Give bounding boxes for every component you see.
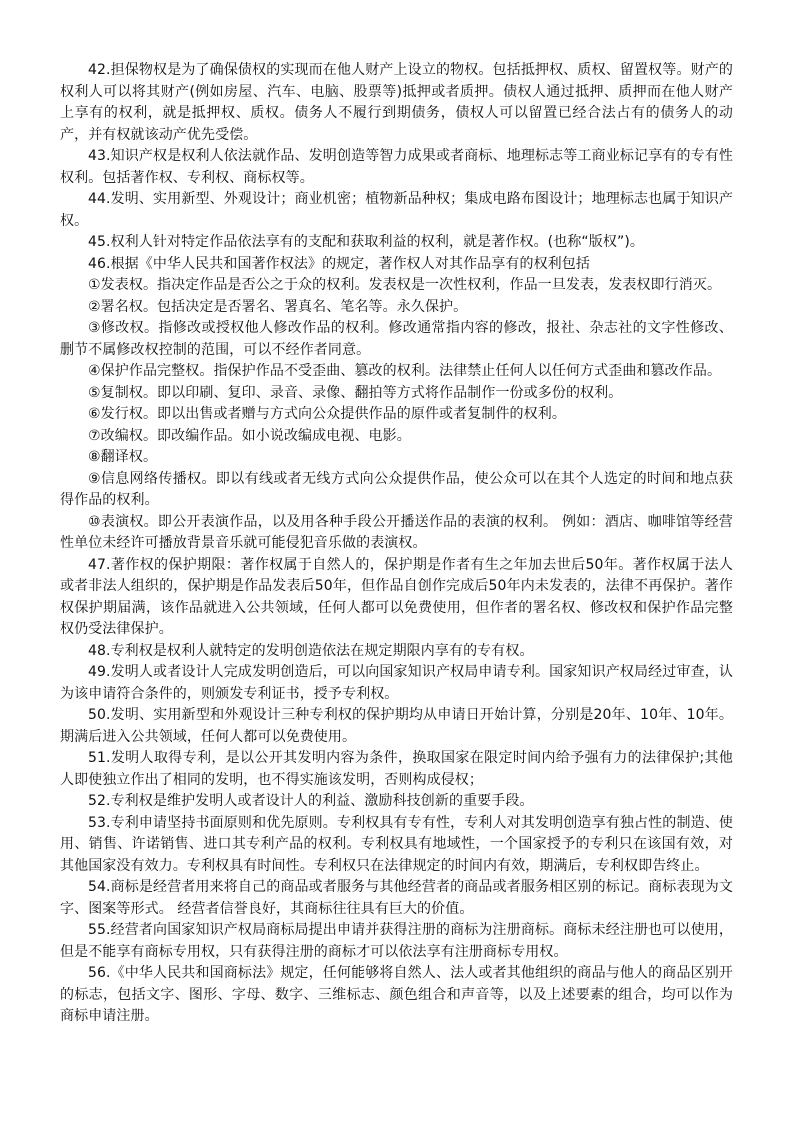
list-item-performance-right: ⑩表演权。即公开表演作品，以及用各种手段公开播送作品的表演的权利。 例如：酒店、咖啡馆等经营性单位未经许可播放背景音乐就可能侵犯音乐做的表演权。 (60, 513, 733, 551)
paragraph-43: 43.知识产权是权利人依法就作品、发明创造等智力成果或者商标、地理标志等工商业标记享有的专有性权利。包括著作权、专利权、商标权等。 (60, 148, 733, 186)
list-item-integrity-right: ④保护作品完整权。指保护作品不受歪曲、篡改的权利。法律禁止任何人以任何方式歪曲和篡改作品。 (88, 363, 722, 379)
list-item-distribution-right: ⑥发行权。即以出售或者赠与方式向公众提供作品的原件或者复制件的权利。 (88, 406, 566, 422)
list-item-authorship-right: ②署名权。包括决定是否署名、署真名、笔名等。永久保护。 (88, 298, 468, 315)
paragraph-46: 46.根据《中华人民共和国著作权法》的规定，著作权人对其作品享有的权利包括 (88, 255, 590, 272)
paragraph-42: 42.担保物权是为了确保债权的实现而在他人财产上设立的物权。包括抵押权、质权、留置权等。财产的权利人可以将其财产(例如房屋、汽车、电脑、股票等)抵押或者质押。债权人通过抵押、质押而在他人财产上享有的权利，就是抵押权、质权。债务人不履行到期债务，债权人可以留置已经合法占有的债务人的动产，并有权就该动产优先受偿。 (60, 62, 733, 143)
list-item-network-right: ⑨信息网络传播权。即以有线或者无线方式向公众提供作品，使公众可以在其个人选定的时间和地点获得作品的权利。 (60, 470, 733, 508)
paragraph-49: 49.发明人或者设计人完成发明创造后，可以向国家知识产权局申请专利。国家知识产权局经过审查，认为该申请符合条件的，则颁发专利证书，授予专利权。 (60, 664, 733, 702)
list-item-publication-right: ①发表权。指决定作品是否公之于众的权利。发表权是一次性权利，作品一旦发表，发表权即行消灭。 (88, 277, 722, 293)
paragraph-47: 47.著作权的保护期限：著作权属于自然人的，保护期是作者有生之年加去世后50年。著作权属于法人或者非法人组织的，保护期是作品发表后50年，但作品自创作完成后50年内未发表的，法律不再保护。著作权保护期届满，该作品就进入公共领域，任何人都可以免费使用，但作者的署名权、修改权和保护作品完整权仍受法律保护。 (60, 556, 733, 637)
paragraph-54: 54.商标是经营者用来将自己的商品或者服务与其他经营者的商品或者服务相区别的标记。商标表现为文字、图案等形式。 经营者信誉良好，其商标往往具有巨大的价值。 (60, 879, 733, 917)
paragraph-48: 48.专利权是权利人就特定的发明创造依法在规定期限内享有的专有权。 (88, 642, 534, 659)
paragraph-56: 56.《中华人民共和国商标法》规定，任何能够将自然人、法人或者其他组织的商品与他人的商品区别开的标志，包括文字、图形、字母、数字、三维标志、颜色组合和声音等，以及上述要素的组合，均可以作为商标申请注册。 (60, 965, 733, 1024)
paragraph-51: 51.发明人取得专利，是以公开其发明内容为条件，换取国家在限定时间内给予强有力的法律保护;其他人即使独立作出了相同的发明，也不得实施该发明，否则构成侵权； (60, 750, 733, 788)
paragraph-55: 55.经营者向国家知识产权局商标局提出申请并获得注册的商标为注册商标。商标未经注册也可以使用，但是不能享有商标专用权，只有获得注册的商标才可以依法享有注册商标专用权。 (60, 922, 733, 960)
list-item-translation-right: ⑧翻译权。 (88, 449, 158, 465)
paragraph-53: 53.专利申请坚持书面原则和优先原则。专利权具有专有性，专利人对其发明创造享有独占性的制造、使用、销售、许诺销售、进口其专利产品的权利。专利权具有地域性，一个国家授予的专利只在该国有效，对其他国家没有效力。专利权具有时间性。专利权只在法律规定的时间内有效，期满后，专利权即告终止。 (60, 814, 733, 874)
list-item-reproduction-right: ⑤复制权。即以印刷、复印、录音、录像、翻拍等方式将作品制作一份或多份的权利。 (88, 384, 623, 401)
list-item-adaptation-right: ⑦改编权。即改编作品。如小说改编成电视、电影。 (88, 427, 411, 444)
paragraph-50: 50.发明、实用新型和外观设计三种专利权的保护期均从申请日开始计算，分别是20年、10年、10年。期满后进入公共领域，任何人都可以免费使用。 (60, 707, 733, 745)
document-body (60, 60, 733, 1028)
list-item-modification-right: ③修改权。指修改或授权他人修改作品的权利。修改通常指内容的修改，报社、杂志社的文字性修改、删节不属修改权控制的范围，可以不经作者同意。 (60, 320, 733, 358)
paragraph-52: 52.专利权是维护发明人或者设计人的利益、激励科技创新的重要手段。 (88, 793, 534, 809)
paragraph-44: 44.发明、实用新型、外观设计；商业机密；植物新品种权；集成电路布图设计；地理标志也属于知识产权。 (60, 191, 733, 229)
paragraph-45: 45.权利人针对特定作品依法享有的支配和获取利益的权利，就是著作权。(也称“版权”)。 (88, 234, 644, 250)
